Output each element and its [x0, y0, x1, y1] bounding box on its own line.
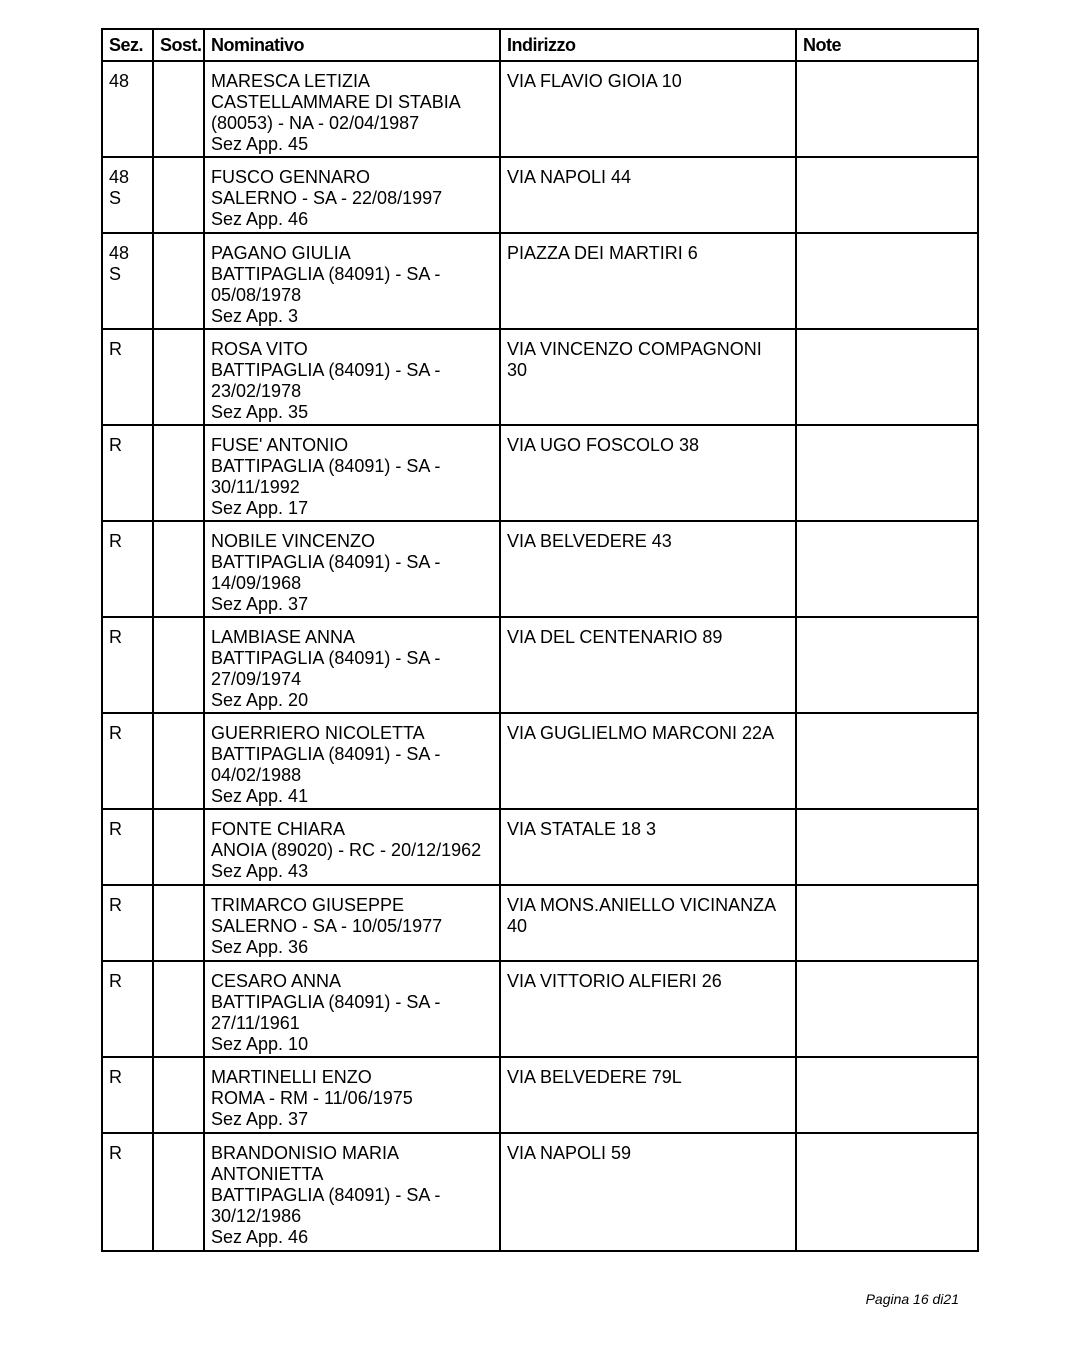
indirizzo-line: VIA DEL CENTENARIO 89 [507, 627, 723, 647]
cell-sez [102, 425, 153, 521]
voter-table [101, 28, 979, 1252]
nominativo-line: PAGANO GIULIA [211, 243, 351, 263]
cell-sost [153, 617, 204, 713]
header-sez: Sez. [102, 29, 153, 61]
nominativo-line: 30/12/1986 [211, 1206, 302, 1226]
cell-nominativo [204, 809, 500, 885]
cell-sez [102, 521, 153, 617]
cell-note [796, 809, 978, 885]
sez-line: 48 [109, 243, 130, 263]
nominativo-line: Sez App. 3 [211, 306, 299, 326]
cell-indirizzo [500, 1057, 796, 1133]
nominativo-line: Sez App. 41 [211, 786, 309, 806]
cell-sost [153, 713, 204, 809]
cell-note [796, 61, 978, 157]
cell-nominativo [204, 713, 500, 809]
nominativo-line: NOBILE VINCENZO [211, 531, 376, 551]
nominativo-line: SALERNO - SA - 10/05/1977 [211, 916, 443, 936]
indirizzo-line: VIA UGO FOSCOLO 38 [507, 435, 700, 455]
cell-indirizzo [500, 1133, 796, 1251]
nominativo-line: CESARO ANNA [211, 971, 342, 991]
cell-sez [102, 329, 153, 425]
cell-nominativo [204, 425, 500, 521]
nominativo-line: FUSE' ANTONIO [211, 435, 349, 455]
cell-sez [102, 233, 153, 329]
nominativo-line: SALERNO - SA - 22/08/1997 [211, 188, 443, 208]
cell-nominativo [204, 885, 500, 961]
sez-line: 48 [109, 71, 130, 91]
cell-note [796, 329, 978, 425]
nominativo-line: 30/11/1992 [211, 477, 300, 497]
cell-indirizzo [500, 961, 796, 1057]
cell-sost [153, 809, 204, 885]
sez-line: R [109, 531, 122, 551]
nominativo-line: BATTIPAGLIA (84091) - SA - [211, 360, 441, 380]
cell-sez [102, 1057, 153, 1133]
cell-nominativo [204, 329, 500, 425]
cell-sost [153, 425, 204, 521]
sez-line: R [109, 339, 122, 359]
nominativo-line: FONTE CHIARA [211, 819, 346, 839]
nominativo-line: Sez App. 10 [211, 1034, 309, 1054]
nominativo-line: Sez App. 35 [211, 402, 309, 422]
nominativo-line: BATTIPAGLIA (84091) - SA - [211, 992, 441, 1012]
indirizzo-line: VIA BELVEDERE 79L [507, 1067, 682, 1087]
nominativo-line: Sez App. 20 [211, 690, 309, 710]
nominativo-line: GUERRIERO NICOLETTA [211, 723, 425, 743]
cell-sost [153, 521, 204, 617]
cell-nominativo [204, 61, 500, 157]
indirizzo-line: VIA BELVEDERE 43 [507, 531, 672, 551]
table-row [102, 961, 978, 1057]
cell-indirizzo [500, 425, 796, 521]
page-number: Pagina 16 di21 [865, 1291, 959, 1307]
nominativo-line: BATTIPAGLIA (84091) - SA - [211, 744, 441, 764]
nominativo-line: Sez App. 43 [211, 861, 309, 881]
cell-note [796, 1057, 978, 1133]
cell-note [796, 233, 978, 329]
nominativo-line: 05/08/1978 [211, 285, 302, 305]
nominativo-line: Sez App. 37 [211, 1109, 309, 1129]
cell-sost [153, 885, 204, 961]
nominativo-line: FUSCO GENNARO [211, 167, 371, 187]
sez-line: S [109, 264, 122, 284]
cell-sez [102, 1133, 153, 1251]
indirizzo-line: VIA FLAVIO GIOIA 10 [507, 71, 682, 91]
table-body [102, 61, 978, 1251]
nominativo-line: TRIMARCO GIUSEPPE [211, 895, 405, 915]
cell-note [796, 617, 978, 713]
table-row [102, 617, 978, 713]
table-row [102, 809, 978, 885]
header-sost: Sost. [153, 29, 204, 61]
sez-line: R [109, 971, 122, 991]
indirizzo-line: VIA VINCENZO COMPAGNONI [507, 339, 762, 359]
nominativo-line: 14/09/1968 [211, 573, 302, 593]
nominativo-line: CASTELLAMMARE DI STABIA [211, 92, 461, 112]
cell-note [796, 885, 978, 961]
sez-line: S [109, 188, 122, 208]
cell-sost [153, 61, 204, 157]
nominativo-line: ANTONIETTA [211, 1164, 324, 1184]
cell-indirizzo [500, 329, 796, 425]
nominativo-line: MARTINELLI ENZO [211, 1067, 372, 1087]
nominativo-line: BRANDONISIO MARIA [211, 1143, 400, 1163]
nominativo-line: Sez App. 46 [211, 209, 309, 229]
indirizzo-line: 30 [507, 360, 528, 380]
cell-sost [153, 1057, 204, 1133]
indirizzo-line: VIA GUGLIELMO MARCONI 22A [507, 723, 775, 743]
indirizzo-line: VIA NAPOLI 44 [507, 167, 632, 187]
cell-sez [102, 61, 153, 157]
header-row [102, 29, 978, 61]
nominativo-line: Sez App. 46 [211, 1227, 309, 1247]
cell-nominativo [204, 1133, 500, 1251]
cell-nominativo [204, 1057, 500, 1133]
cell-sost [153, 1133, 204, 1251]
table-row [102, 61, 978, 157]
nominativo-line: ROMA - RM - 11/06/1975 [211, 1088, 413, 1108]
cell-indirizzo [500, 157, 796, 233]
cell-sez [102, 961, 153, 1057]
sez-line: R [109, 895, 122, 915]
table-row [102, 425, 978, 521]
cell-note [796, 713, 978, 809]
nominativo-line: 23/02/1978 [211, 381, 302, 401]
header-note: Note [796, 29, 978, 61]
nominativo-line: BATTIPAGLIA (84091) - SA - [211, 1185, 441, 1205]
nominativo-line: Sez App. 36 [211, 937, 309, 957]
cell-indirizzo [500, 233, 796, 329]
indirizzo-line: PIAZZA DEI MARTIRI 6 [507, 243, 698, 263]
cell-note [796, 157, 978, 233]
nominativo-line: ROSA VITO [211, 339, 308, 359]
sez-line: R [109, 723, 122, 743]
cell-sez [102, 617, 153, 713]
cell-indirizzo [500, 809, 796, 885]
table-row [102, 329, 978, 425]
header-indirizzo: Indirizzo [500, 29, 796, 61]
nominativo-line: (80053) - NA - 02/04/1987 [211, 113, 420, 133]
nominativo-line: BATTIPAGLIA (84091) - SA - [211, 552, 441, 572]
cell-nominativo [204, 233, 500, 329]
nominativo-line: 27/09/1974 [211, 669, 302, 689]
nominativo-line: BATTIPAGLIA (84091) - SA - [211, 648, 441, 668]
sez-line: R [109, 627, 122, 647]
table-row [102, 521, 978, 617]
indirizzo-line: 40 [507, 916, 528, 936]
nominativo-line: MARESCA LETIZIA [211, 71, 371, 91]
cell-indirizzo [500, 61, 796, 157]
table-row [102, 1057, 978, 1133]
cell-note [796, 1133, 978, 1251]
indirizzo-line: VIA VITTORIO ALFIERI 26 [507, 971, 722, 991]
table-row [102, 233, 978, 329]
indirizzo-line: VIA STATALE 18 3 [507, 819, 657, 839]
cell-sost [153, 329, 204, 425]
nominativo-line: Sez App. 17 [211, 498, 309, 518]
cell-nominativo [204, 617, 500, 713]
cell-note [796, 961, 978, 1057]
sez-line: R [109, 1067, 122, 1087]
nominativo-line: Sez App. 37 [211, 594, 309, 614]
cell-indirizzo [500, 521, 796, 617]
nominativo-line: BATTIPAGLIA (84091) - SA - [211, 264, 441, 284]
table-row [102, 885, 978, 961]
indirizzo-line: VIA MONS.ANIELLO VICINANZA [507, 895, 777, 915]
cell-sost [153, 233, 204, 329]
nominativo-line: 27/11/1961 [211, 1013, 300, 1033]
table-header [102, 29, 978, 61]
nominativo-line: Sez App. 45 [211, 134, 309, 154]
cell-note [796, 425, 978, 521]
cell-nominativo [204, 961, 500, 1057]
cell-sost [153, 157, 204, 233]
sez-line: R [109, 819, 122, 839]
sez-line: R [109, 1143, 122, 1163]
cell-indirizzo [500, 713, 796, 809]
cell-sez [102, 809, 153, 885]
table-row [102, 157, 978, 233]
cell-sost [153, 961, 204, 1057]
cell-sez [102, 713, 153, 809]
indirizzo-line: VIA NAPOLI 59 [507, 1143, 632, 1163]
nominativo-line: ANOIA (89020) - RC - 20/12/1962 [211, 840, 482, 860]
cell-nominativo [204, 521, 500, 617]
cell-indirizzo [500, 885, 796, 961]
cell-sez [102, 885, 153, 961]
header-nominativo: Nominativo [204, 29, 500, 61]
cell-note [796, 521, 978, 617]
cell-sez [102, 157, 153, 233]
sez-line: 48 [109, 167, 130, 187]
nominativo-line: LAMBIASE ANNA [211, 627, 356, 647]
cell-indirizzo [500, 617, 796, 713]
sez-line: R [109, 435, 122, 455]
nominativo-line: BATTIPAGLIA (84091) - SA - [211, 456, 441, 476]
cell-nominativo [204, 157, 500, 233]
nominativo-line: 04/02/1988 [211, 765, 302, 785]
table-row [102, 713, 978, 809]
table-row [102, 1133, 978, 1251]
